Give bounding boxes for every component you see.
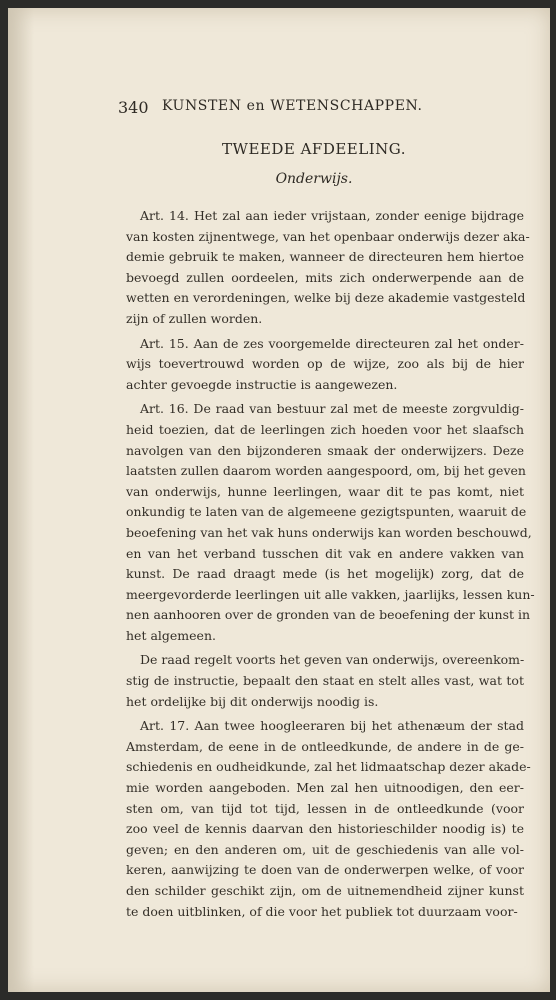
paragraph bbox=[126, 334, 524, 396]
section-title: TWEEDE AFDEELING. bbox=[222, 140, 406, 158]
text-line: De raad regelt voorts het geven van onderwijs, overeenkom- bbox=[140, 652, 525, 668]
text-line: het ordelijke bij dit onderwijs noodig is. bbox=[126, 693, 379, 709]
paragraph bbox=[126, 206, 530, 330]
text-line: mie worden aangeboden. Men zal hen uitnoodigen, den eer- bbox=[126, 780, 524, 796]
text-line: wijs toevertrouwd worden op de wijze, zoo als bij de hier bbox=[126, 356, 524, 372]
text-line: navolgen van den bijzonderen smaak der onderwijzers. Deze bbox=[126, 442, 524, 458]
text-line: van kosten zijnentwege, van het openbaar onderwijs dezer aka- bbox=[126, 228, 530, 244]
text-line: beoefening van het vak huns onderwijs kan worden beschouwd, bbox=[126, 524, 532, 540]
text-line: zoo veel de kennis daarvan den historieschilder noodig is) te bbox=[126, 821, 524, 837]
text-line: zijn of zullen worden. bbox=[126, 310, 263, 326]
text-line: Art. 15. Aan de zes voorgemelde directeuren zal het onder- bbox=[140, 335, 524, 351]
text-line: Art. 16. De raad van bestuur zal met de meeste zorgvuldig- bbox=[140, 401, 524, 417]
text-line: keren, aanwijzing te doen van de onderwerpen welke, of voor bbox=[126, 862, 524, 878]
page-header bbox=[118, 98, 458, 120]
page-number: 340 bbox=[118, 98, 149, 117]
text-line: het algemeen. bbox=[126, 627, 216, 643]
text-line: laatsten zullen daarom worden aangespoord, om, bij het geven bbox=[126, 463, 526, 479]
subsection-title: Onderwijs. bbox=[275, 171, 353, 187]
text-line: meergevorderde leerlingen uit alle vakken, jaarlijks, lessen kun- bbox=[126, 586, 535, 602]
text-line: schiedenis en oudheidkunde, zal het lidmaatschap dezer akade- bbox=[126, 759, 531, 775]
paragraph bbox=[126, 399, 535, 646]
book-page bbox=[8, 8, 550, 992]
paragraph bbox=[126, 716, 531, 922]
text-line: te doen uitblinken, of die voor het publiek tot duurzaam voor- bbox=[126, 903, 518, 919]
text-line: onkundig te laten van de algemeene gezigtspunten, waaruit de bbox=[126, 504, 527, 520]
text-line: achter gevoegde instructie is aangewezen. bbox=[126, 376, 398, 392]
text-line: Art. 14. Het zal aan ieder vrijstaan, zonder eenige bijdrage bbox=[140, 208, 524, 223]
text-line: van onderwijs, hunne leerlingen, waar dit te pas komt, niet bbox=[126, 483, 524, 499]
text-line: sten om, van tijd tot tijd, lessen in de ontleedkunde (voor bbox=[126, 800, 524, 816]
text-line: Art. 17. Aan twee hoogleeraren bij het athenæum der stad bbox=[140, 718, 524, 734]
text-line: Amsterdam, de eene in de ontleedkunde, de andere in de ge- bbox=[126, 738, 524, 754]
running-head: KUNSTEN en WETENSCHAPPEN. bbox=[162, 98, 423, 114]
page-gutter-shadow bbox=[8, 8, 34, 992]
text-line: geven; en den anderen om, uit de geschiedenis van alle vol- bbox=[126, 841, 524, 857]
body-text bbox=[126, 206, 535, 926]
paragraph bbox=[126, 650, 524, 712]
text-line: wetten en verordeningen, welke bij deze akademie vastgesteld bbox=[126, 290, 526, 306]
text-line: den schilder geschikt zijn, om de uitnemendheid zijner kunst bbox=[126, 883, 524, 898]
text-line: kunst. De raad draagt mede (is het mogelijk) zorg, dat de bbox=[126, 566, 524, 582]
text-line: demie gebruik te maken, wanneer de directeuren hem hiertoe bbox=[126, 249, 524, 265]
text-line: en van het verband tusschen dit vak en andere vakken van bbox=[126, 545, 524, 561]
text-line: heid toezien, dat de leerlingen zich hoeden voor het slaafsch bbox=[126, 421, 524, 437]
text-line: stig de instructie, bepaalt den staat en stelt alles vast, wat tot bbox=[126, 673, 524, 689]
text-line: nen aanhooren over de gronden van de beoefening der kunst in bbox=[126, 607, 531, 623]
text-line: bevoegd zullen oordeelen, mits zich onderwerpende aan de bbox=[126, 269, 524, 285]
